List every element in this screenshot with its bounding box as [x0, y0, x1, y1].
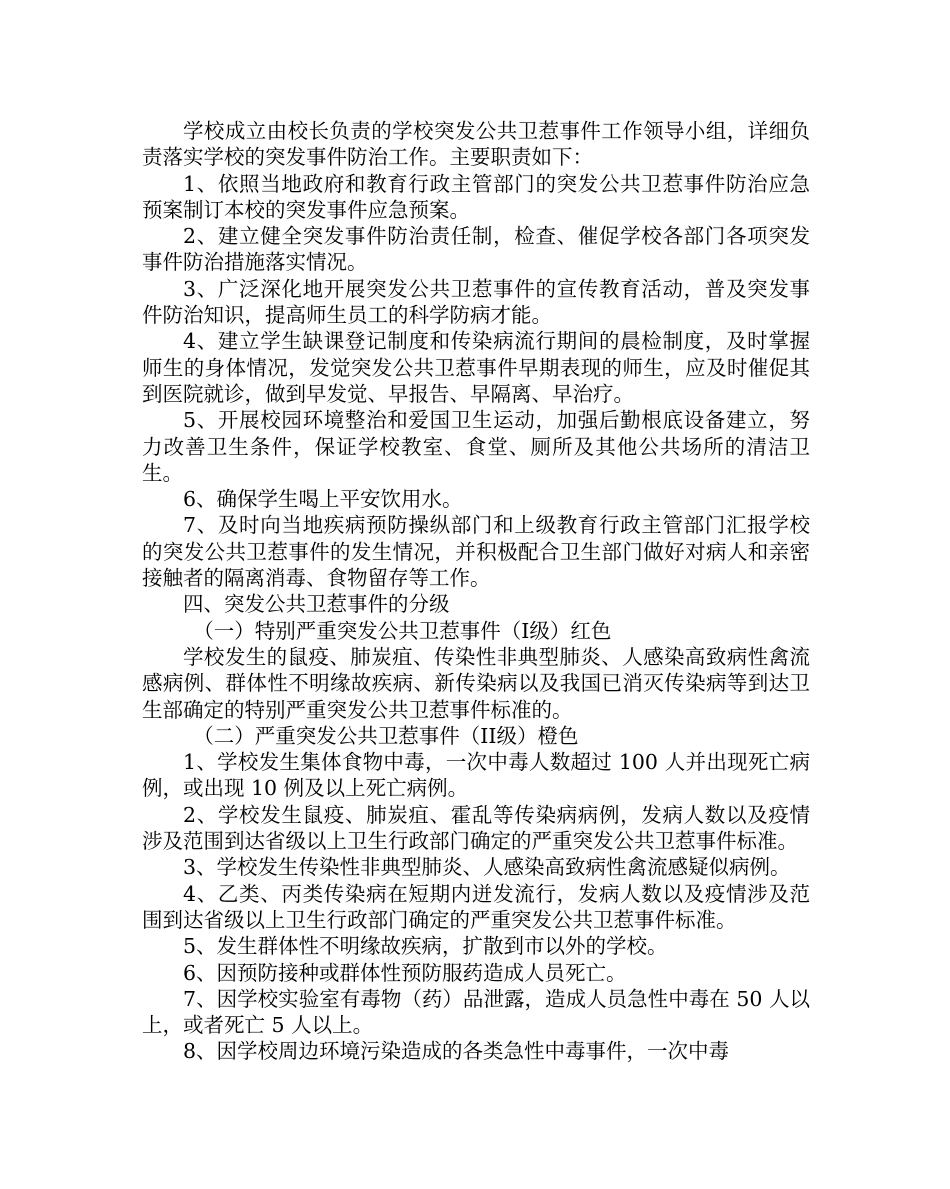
- paragraph: 4、建立学生缺课登记制度和传染病流行期间的晨检制度，及时掌握师生的身体情况，发觉突发公共卫惹事件早期表现的师生，应及时催促其到医院就诊，做到早发觉、早报告、早隔离、早治疗。: [142, 329, 810, 406]
- paragraph: 7、因学校实验室有毒物（药）品泄露，造成人员急性中毒在 50 人以上，或者死亡 5 人以上。: [142, 986, 810, 1038]
- paragraph: 学校发生的鼠疫、肺炭疽、传染性非典型肺炎、人感染高致病性禽流感病例、群体性不明缘故疾病、新传染病以及我国已消灭传染病等到达卫生部确定的特别严重突发公共卫惹事件标准的。: [142, 644, 810, 722]
- paragraph: 6、因预防接种或群体性预防服药造成人员死亡。: [183, 960, 627, 985]
- paragraph: 学校成立由校长负责的学校突发公共卫惹事件工作领导小组，详细负责落实学校的突发事件防治工作。主要职责如下：: [142, 119, 810, 170]
- paragraph: 8、因学校周边环境污染造成的各类急性中毒事件，一次中毒: [183, 1039, 730, 1064]
- paragraph: 1、学校发生集体食物中毒，一次中毒人数超过 100 人并出现死亡病例，或出现 10 例及以上死亡病例。: [142, 750, 810, 801]
- paragraph: 1、依照当地政府和教育行政主管部门的突发公共卫惹事件防治应急预案制订本校的突发事件应急预案。: [142, 171, 810, 222]
- paragraph: 5、发生群体性不明缘故疾病，扩散到市以外的学校。: [183, 934, 668, 959]
- paragraph: 4、乙类、丙类传染病在短期内迸发流行，发病人数以及疫情涉及范围到达省级以上卫生行政部门确定的严重突发公共卫惹事件标准。: [142, 881, 810, 932]
- subsection-heading: （二）严重突发公共卫惹事件（II级）橙色: [193, 723, 579, 748]
- paragraph: 6、确保学生喝上平安饮用水。: [183, 487, 463, 512]
- paragraph: 7、及时向当地疾病预防操纵部门和上级教育行政主管部门汇报学校的突发公共卫惹事件的发生情况，并积极配合卫生部门做好对病人和亲密接触者的隔离消毒、食物留存等工作。: [142, 513, 810, 591]
- paragraph: 3、广泛深化地开展突发公共卫惹事件的宣传教育活动，普及突发事件防治知识，提高师生员工的科学防病才能。: [142, 276, 810, 328]
- paragraph: 5、开展校园环境整治和爱国卫生运动，加强后勤根底设备建立，努力改善卫生条件，保证学校教室、食堂、厕所及其他公共场所的清洁卫生。: [142, 408, 810, 485]
- paragraph: 2、建立健全突发事件防治责任制，检查、催促学校各部门各项突发事件防治措施落实情况。: [142, 224, 810, 275]
- paragraph: 3、学校发生传染性非典型肺炎、人感染高致病性禽流感疑似病例。: [183, 855, 791, 880]
- document-page: [142, 118, 810, 1065]
- paragraph: 2、学校发生鼠疫、肺炭疽、霍乱等传染病病例，发病人数以及疫情涉及范围到达省级以上卫生行政部门确定的严重突发公共卫惹事件标准。: [142, 802, 810, 854]
- subsection-heading: （一）特别严重突发公共卫惹事件（Ⅰ级）红色: [193, 618, 612, 643]
- section-heading: 四、突发公共卫惹事件的分级: [183, 592, 450, 617]
